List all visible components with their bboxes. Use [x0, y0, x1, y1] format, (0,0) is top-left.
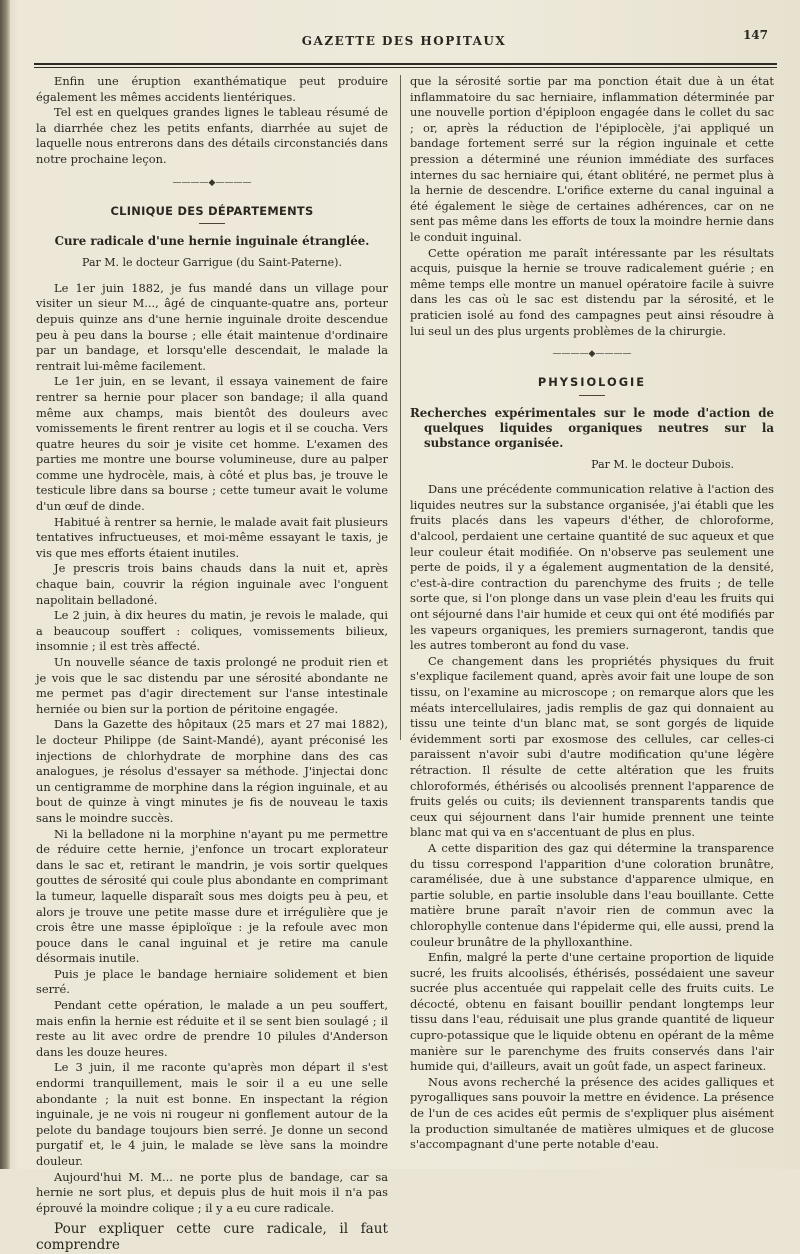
article-byline: Par M. le docteur Dubois. — [591, 457, 734, 471]
left-column — [36, 74, 388, 1254]
section-title-clinique: CLINIQUE DES DÉPARTEMENTS — [110, 203, 314, 218]
article-paragraph: Ni la belladone ni la morphine n'ayant pu me permettre de réduire cette hernie, j'enfonce un trocart explorateur dans le sac et, retirant le mandrin, je vois sortir quelques gouttes de sérosité qui coule plus abondante en comprimant la tumeur, laquelle disparaît sous mes doigts peu à peu, et alors je trouve une petite masse dure et irrégulière que je crois être une masse épiploïque : je la refoule avec mon pouce dans le canal inguinal et je retire ma canule désormais inutile. — [36, 826, 388, 966]
article-title-recherches: Recherches expérimentales sur le mode d'action de quelques liquides organiques neutres sur la substance organisée. — [410, 405, 774, 450]
section-title-physiologie: PHYSIOLOGIE — [537, 375, 647, 390]
article-paragraph: A cette disparition des gaz qui détermine la transparence du tissu correspond l'apparition d'une coloration brunâtre, caramélisée, due à une substance d'apparence ulmique, en partie soluble, en partie insoluble dans l'eau bouillante. Cette matière brune paraît n'avoir rien de commun avec la chlorophylle contenue dans l'épiderme qui, elle aussi, prend la couleur brunâtre de la phylloxanthine. — [410, 840, 774, 949]
article-paragraph: Je prescris trois bains chauds dans la nuit et, après chaque bain, couvrir la région inguinale avec l'onguent napolitain belladoné. — [36, 561, 388, 607]
article-paragraph: Le 1er juin, en se levant, il essaya vainement de faire rentrer sa hernie pour placer son bandage; il alla quand même aux champs, mais bientôt des douleurs avec vomissements le firent rentrer au logis et il se coucha. Vers quatre heures du soir je visite cet homme. L'examen des parties me montre une bourse volumineuse, dure au palper comme une hydrocèle, mais, à côté et plus bas, je trouve le testicule libre dans sa bourse ; cette tumeur avait le volume d'un œuf de dinde. — [36, 374, 388, 514]
article-paragraph: Nous avons recherché la présence des acides galliques et pyrogalliques sans pouvoir la mettre en évidence. La présence de l'un de ces acides eût permis de s'expliquer plus aisément la production simultanée de matières ulmiques et de glucose s'accompagnant d'une perte notable d'eau. — [410, 1074, 774, 1152]
article-title-hernie: Cure radicale d'une hernie inguinale étranglée. — [54, 234, 370, 249]
article-last-line: Pour expliquer cette cure radicale, il faut comprendre — [36, 1221, 388, 1253]
article-paragraph: Puis je place le bandage herniaire solidement et bien serré. — [36, 966, 388, 997]
continuation-paragraph: Cette opération me paraît intéressante par les résultats acquis, puisque la hernie se trouve radicalement guérie ; en même temps elle montre un manuel opératoire facile à suivre dans les cas où le sac est distendu par la sérosité, et le praticien isolé au fond des campagnes peut ainsi résoudre à lui seul un des plus urgents problèmes de la chirurgie. — [410, 245, 774, 338]
article-paragraph: Pendant cette opération, le malade a un peu souffert, mais enfin la hernie est réduite et il se sent bien soulagé ; il reste au lit avec ordre de prendre 10 pilules d'Anderson dans les douze heures. — [36, 998, 388, 1059]
section-small-rule — [579, 395, 605, 396]
article-byline: Par M. le docteur Garrigue (du Saint-Paterne). — [82, 256, 342, 270]
article-paragraph: Ce changement dans les propriétés physiques du fruit s'explique facilement quand, après avoir fait une loupe de son tissu, on l'examine au microscope ; on remarque alors que les méats intercellulaires, jadis remplis de gaz qui donnaient au tissu une teinte d'un blanc mat, se sont gorgés de liquide évidemment sorti par exosmose des cellules, car celles-ci paraissent n'avoir subi d'autre modification qu'une légère rétraction. Il résulte de cette altération que les fruits chloroformés, éthérisés ou alcoolisés prennent l'apparence de fruits gelés ou cuits; ils deviennent transparents tandis que ceux qui séjournent dans l'air humide prennent une teinte blanc mat qui va en s'accentuant de plus en plus. — [410, 653, 774, 840]
article-paragraph: Dans la Gazette des hôpitaux (25 mars et 27 mai 1882), le docteur Philippe (de Saint-Mandé), ayant préconisé les injections de chlorhydrate de morphine dans des cas analogues, je résolus d'essayer sa méthode. J'injectai donc un centigramme de morphine dans la région inguinale, et au bout de quinze à vingt minutes je fis de nouveau le taxis sans le moindre succès. — [36, 717, 388, 825]
continuation-paragraph: que la sérosité sortie par ma ponction était due à un état inflammatoire du sac herniaire, inflammation déterminée par une nouvelle portion d'épiploon engagée dans le collet du sac ; or, après la réduction de l'épiplocèle, j'ai appliqué un bandage fortement serré sur la région inguinale et cette pression a déterminé une réunion immédiate des surfaces internes du sac herniaire qui, étant oblitéré, ne permet plus à la hernie de descendre. L'orifice externe du canal inguinal a été également le siège de certaines adhérences, car on ne sent pas même dans les efforts de toux la moindre hernie dans le conduit inguinal. — [410, 74, 774, 244]
column-divider — [400, 75, 401, 740]
article-paragraph: Le 2 juin, à dix heures du matin, je revois le malade, qui a beaucoup souffert : coliques, vomissements bilieux, insomnie ; il est très affecté. — [36, 608, 388, 654]
intro-paragraph: Enfin une éruption exanthématique peut produire également les mêmes accidents lientériques. — [36, 74, 388, 104]
page-binding-edge — [0, 0, 10, 1169]
article-paragraph: Dans une précédente communication relative à l'action des liquides neutres sur la substance organisée, j'ai établi que les fruits placés dans les vapeurs d'éther, de chloroforme, d'alcool, perdaient une certaine quantité de suc aqueux et que leur couleur était modifiée. On n'observe pas seulement une perte de poids, il y a également augmentation de la densité, c'est-à-dire contraction du parenchyme des fruits ; de telle sorte que, si l'on plonge dans un vase plein d'eau les fruits qui ont séjourné dans l'air humide et ceux qui ont été modifiés par les vapeurs organiques, les premiers surnageront, tandis que les autres tomberont au fond du vase. — [410, 482, 774, 653]
article-paragraph: Un nouvelle séance de taxis prolongé ne produit rien et je vois que le sac distendu par une sérosité abondante ne me permet pas d'agir directement sur l'anse intestinale herniée ou bien sur la portion de péritoine engagée. — [36, 655, 388, 716]
header-rule-thin — [34, 67, 777, 68]
page-header — [30, 26, 778, 54]
section-small-rule — [199, 223, 225, 224]
right-column — [410, 74, 774, 1153]
section-ornament: ————◆———— — [172, 177, 252, 188]
running-title: GAZETTE DES HOPITAUX — [301, 34, 507, 48]
article-paragraph: Le 1er juin 1882, je fus mandé dans un village pour visiter un sieur M..., âgé de cinquante-quatre ans, porteur depuis quinze ans d'une hernie inguinale droite descendue peu à peu dans la bourse ; elle était maintenue d'ordinaire par un bandage, et lorsqu'elle descendait, le malade la rentrait lui-même facilement. — [36, 280, 388, 373]
page-number: 147 — [742, 28, 768, 42]
article-paragraph: Le 3 juin, il me raconte qu'après mon départ il s'est endormi tranquillement, mais le soir il a eu une selle abondante ; la nuit est bonne. En inspectant la région inguinale, je ne vois ni rougeur ni gonflement autour de la pelote du bandage toujours bien serré. Je donne un second purgatif et, le 4 juin, le malade se lève sans la moindre douleur. — [36, 1060, 388, 1168]
intro-paragraph: Tel est en quelques grandes lignes le tableau résumé de la diarrhée chez les petits enfants, diarrhée au sujet de laquelle nous entrerons dans des détails circonstanciés dans notre prochaine leçon. — [36, 105, 388, 166]
article-paragraph: Habitué à rentrer sa hernie, le malade avait fait plusieurs tentatives infructueuses, et moi-même essayant le taxis, je vis que mes efforts étaient inutiles. — [36, 514, 388, 560]
article-paragraph: Enfin, malgré la perte d'une certaine proportion de liquide sucré, les fruits alcoolisés, éthérisés, possédaient une saveur sucrée plus accentuée qui rappelait celle des fruits cuits. Le décocté, obtenu en faisant bouillir pendant longtemps leur tissu dans l'eau, réduisait une plus grande quantité de liqueur cupro-potassique que le liquide obtenu en opérant de la même manière sur le parenchyme des fruits conservés dans l'air humide qui, d'ailleurs, avait un goût fade, un aspect farineux. — [410, 950, 774, 1074]
article-paragraph: Aujourd'hui M. M... ne porte plus de bandage, car sa hernie ne sort plus, et depuis plus de huit mois il n'a pas éprouvé la moindre colique ; il y a eu cure radicale. — [36, 1169, 388, 1215]
section-ornament: ————◆———— — [552, 349, 632, 360]
header-rule — [34, 63, 777, 65]
